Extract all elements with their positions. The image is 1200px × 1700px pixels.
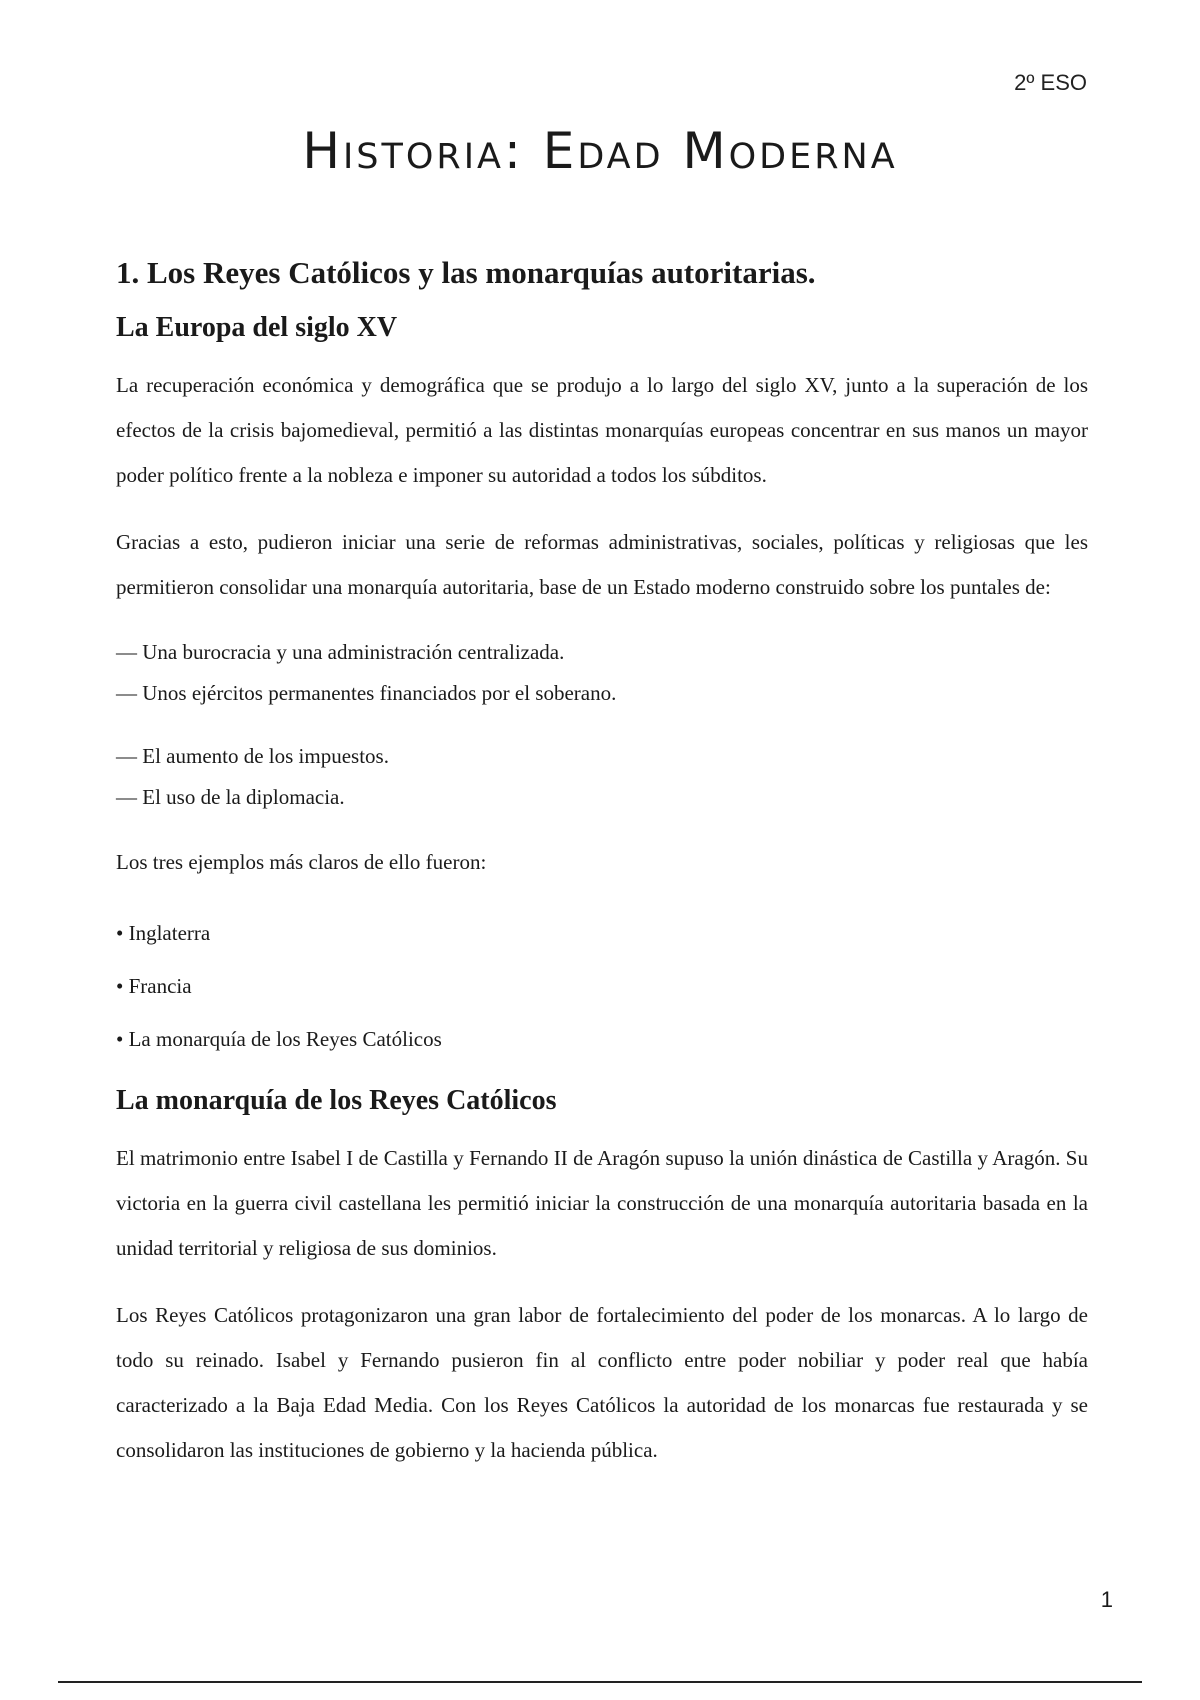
section-heading: 1. Los Reyes Católicos y las monarquías autoritarias. <box>116 255 816 290</box>
page-title: Historia: Edad Moderna <box>302 122 898 180</box>
paragraph: Los Reyes Católicos protagonizaron una gran labor de fortalecimiento del poder de los monarcas. A lo largo de todo su reinado. Isabel y Fernando pusieron fin al conflicto entre poder nobiliar y poder real que había caracterizado a la Baja Edad Media. Con los Reyes Católicos la autoridad de los monarcas fue restaurada y se consolidaron las instituciones de gobierno y la hacienda pública. <box>116 1303 1088 1462</box>
list-item: • Inglaterra <box>116 907 1088 960</box>
list-item: • La monarquía de los Reyes Católicos <box>116 1013 1088 1066</box>
paragraph: Gracias a esto, pudieron iniciar una serie de reformas administrativas, sociales, políticas y religiosas que les permitieron consolidar una monarquía autoritaria, base de un Estado moderno construido sobre los puntales de: <box>116 530 1088 599</box>
document-body <box>116 255 1088 1495</box>
footer-divider <box>58 1681 1142 1683</box>
page-number: 1 <box>1100 1587 1113 1612</box>
paragraph: La recuperación económica y demográfica que se produjo a lo largo del siglo XV, junto a la superación de los efectos de la crisis bajomedieval, permitió a las distintas monarquías europeas concentrar en sus manos un mayor poder político frente a la nobleza e imponer su autoridad a todos los súbditos. <box>116 373 1088 487</box>
subsection-heading-europa: La Europa del siglo XV <box>116 312 398 343</box>
grade-label: 2º ESO <box>1014 70 1087 95</box>
dash-list <box>116 632 1088 714</box>
list-item: — El aumento de los impuestos. <box>116 736 1088 777</box>
subsection-heading-reyes-catolicos: La monarquía de los Reyes Católicos <box>116 1085 557 1116</box>
bullet-list <box>116 907 1088 1066</box>
list-item: • Francia <box>116 960 1088 1013</box>
dash-list <box>116 736 1088 818</box>
paragraph: El matrimonio entre Isabel I de Castilla y Fernando II de Aragón supuso la unión dinástica de Castilla y Aragón. Su victoria en la guerra civil castellana les permitió iniciar la construcción de una monarquía autoritaria basada en la unidad territorial y religiosa de sus dominios. <box>116 1146 1088 1260</box>
list-item: — El uso de la diplomacia. <box>116 777 1088 818</box>
list-item: — Unos ejércitos permanentes financiados por el soberano. <box>116 673 1088 714</box>
paragraph: Los tres ejemplos más claros de ello fueron: <box>116 850 487 874</box>
list-item: — Una burocracia y una administración centralizada. <box>116 632 1088 673</box>
